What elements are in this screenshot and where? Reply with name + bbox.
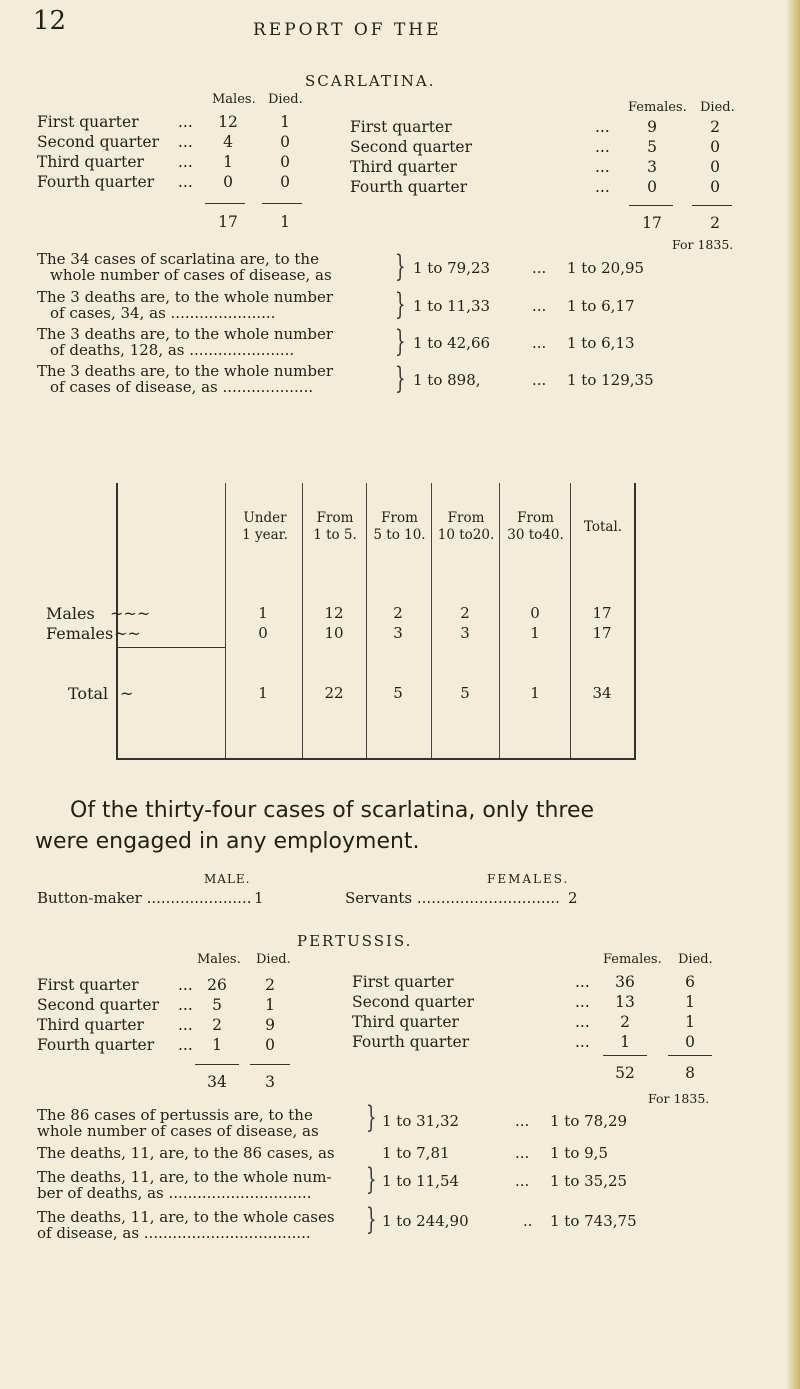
table-cell: 5 [393,684,403,702]
died-count: 1 [280,113,290,131]
leader-dots: ... [178,113,193,131]
ratio-text-line1: The 3 deaths are, to the whole number [37,325,334,343]
row-label-females: Females [46,624,114,643]
scarlatina-for-year: For 1835. [672,237,734,252]
died-count: 1 [265,996,275,1014]
ratio-prev-year: 1 to 743,75 [550,1212,637,1230]
females-count: 36 [615,973,635,991]
males-total: 34 [207,1073,227,1091]
running-head: REPORT OF THE [253,20,442,40]
ratio-text-line1: The deaths, 11, are, to the whole cases [37,1208,335,1226]
leader-dots: ... [178,133,193,151]
leader-dots: ... [515,1172,530,1190]
leader-dots: ... [532,334,547,352]
column-divider [302,483,303,758]
table-cell: 2 [460,604,470,622]
divider [118,647,225,648]
header-30-to-40: From 30 to40. [507,510,564,543]
pertussis-females-died-header: Died. [678,952,713,967]
females-count: 3 [647,158,657,176]
scarlatina-females-died-header: Died. [700,100,735,115]
quarter-label: Fourth quarter [350,178,468,196]
table-cell: 3 [460,624,470,642]
female-occupation-count: 2 [568,889,578,907]
quarter-label: Third quarter [350,158,457,176]
column-divider [499,483,500,758]
leader-dots: ... [178,173,193,191]
leader-dots: ... [178,996,193,1014]
died-count: 0 [710,178,720,196]
died-count: 0 [280,153,290,171]
ratio-prev-year: 1 to 6,13 [567,334,635,352]
leader-dots: ... [178,1016,193,1034]
quarter-label: Second quarter [352,993,475,1011]
leader-dots: ... [178,1036,193,1054]
died-count: 0 [685,1033,695,1051]
employment-paragraph-line2: were engaged in any employment. [35,829,420,854]
ratio-prev-year: 1 to 9,5 [550,1144,608,1162]
scarlatina-died-header: Died. [268,92,303,107]
male-occupation-count: 1 [254,889,264,907]
ratio-text-line1: The 34 cases of scarlatina are, to the [37,250,319,268]
died-count: 2 [710,118,720,136]
ratio-value: 1 to 79,23 [413,259,491,277]
scarlatina-females-header: Females. [628,100,687,115]
page-number: 12 [33,6,67,36]
leader-dots: ... [595,158,610,176]
leader-dots: ... [595,138,610,156]
females-count: 9 [647,118,657,136]
males-count: 2 [212,1016,222,1034]
brace-icon: } [366,1162,377,1197]
females-died-total: 8 [685,1064,695,1082]
female-occupation: Servants .............................. [345,889,560,907]
page-edge [786,0,800,1389]
quarter-label: Fourth quarter [37,1036,155,1054]
males-count: 1 [212,1036,222,1054]
ratio-text-line2: whole number of cases of disease, as [50,266,332,284]
table-cell: 12 [324,604,344,622]
brace-icon: } [366,1202,377,1237]
quarter-label: Third quarter [37,153,144,171]
ratio-prev-year: 1 to 129,35 [567,371,654,389]
table-cell: 1 [530,624,540,642]
males-count: 5 [212,996,222,1014]
quarter-label: First quarter [37,976,139,994]
ratio-prev-year: 1 to 78,29 [550,1112,628,1130]
age-distribution-table [46,483,636,760]
males-count: 4 [223,133,233,151]
females-total: 52 [615,1064,635,1082]
header-1-to-5: From 1 to 5. [313,510,357,543]
ratio-value: 1 to 31,32 [382,1112,460,1130]
leader-dots: ... [575,1033,590,1051]
brace-icon: } [395,324,406,359]
quarter-label: Fourth quarter [352,1033,470,1051]
sum-rule [603,1055,647,1056]
brace-icon: } [395,249,406,284]
column-divider [431,483,432,758]
ratio-value: 1 to 244,90 [382,1212,469,1230]
leader-dots: ... [178,976,193,994]
quarter-label: Second quarter [350,138,473,156]
leader-dots: ... [515,1144,530,1162]
quarter-label: Third quarter [352,1013,459,1031]
column-divider [225,483,226,758]
leader-dots: ... [532,259,547,277]
died-count: 1 [685,993,695,1011]
sum-rule [692,205,732,206]
females-count: 5 [647,138,657,156]
pertussis-females-header: Females. [603,952,662,967]
leader-dots: ... [575,1013,590,1031]
died-count: 1 [685,1013,695,1031]
leader-dots: ... [178,153,193,171]
ratio-text-line1: The deaths, 11, are, to the whole num- [37,1168,332,1186]
table-cell: 17 [592,624,612,642]
died-count: 6 [685,973,695,991]
ratio-text-line2: of disease, as ................................... [37,1224,311,1242]
males-total: 17 [218,213,238,231]
quarter-label: First quarter [352,973,454,991]
leader-dots: ... [575,973,590,991]
died-count: 0 [265,1036,275,1054]
ratio-prev-year: 1 to 20,95 [567,259,645,277]
leader-dots: ... [515,1112,530,1130]
leader-dots: ... [532,297,547,315]
leader-dots: ... [595,118,610,136]
table-cell: 1 [530,684,540,702]
sum-rule [195,1064,239,1065]
males-count: 0 [223,173,233,191]
male-occupation: Button-maker ...................... [37,889,252,907]
leader-dots: ... [595,178,610,196]
ratio-value: 1 to 898, [413,371,481,389]
leader-dots: .. [523,1212,533,1230]
sum-rule [205,203,245,204]
females-died-total: 2 [710,214,720,232]
leader-dots-icon: ~~~ [110,604,151,623]
table-cell: 1 [258,604,268,622]
ratio-text-line2: of deaths, 128, as ...................... [50,341,295,359]
males-count: 12 [218,113,238,131]
header-total: Total. [583,519,623,535]
male-header: MALE. [204,872,251,886]
table-cell: 10 [324,624,344,642]
died-count: 0 [710,158,720,176]
header-10-to-20: From 10 to20. [437,510,495,543]
brace-icon: } [366,1100,377,1135]
ratio-value: 1 to 7,81 [382,1144,450,1162]
ratio-text-line2: of cases, 34, as ...................... [50,304,276,322]
header-under-1: Under 1 year. [242,510,288,543]
quarter-label: First quarter [350,118,452,136]
table-cell: 34 [592,684,612,702]
table-cell: 5 [460,684,470,702]
scarlatina-males-header: Males. [212,92,256,107]
females-header: FEMALES. [487,872,570,886]
ratio-text-line1: The 3 deaths are, to the whole number [37,362,334,380]
quarter-label: Third quarter [37,1016,144,1034]
females-count: 1 [620,1033,630,1051]
pertussis-for-year: For 1835. [648,1091,710,1106]
ratio-prev-year: 1 to 6,17 [567,297,635,315]
employment-paragraph-line1: Of the thirty-four cases of scarlatina, only three [70,798,595,823]
died-count: 0 [710,138,720,156]
quarter-label: Second quarter [37,133,160,151]
leader-dots-icon: ~ [120,684,134,703]
column-divider [366,483,367,758]
row-label-total: Total [68,684,109,703]
scarlatina-title: SCARLATINA. [305,72,436,90]
table-cell: 1 [258,684,268,702]
sum-rule [250,1064,290,1065]
ratio-value: 1 to 42,66 [413,334,491,352]
leader-dots: ... [575,993,590,1011]
brace-icon: } [395,361,406,396]
males-count: 26 [207,976,227,994]
sum-rule [629,205,673,206]
ratio-text-line2: whole number of cases of disease, as [37,1122,319,1140]
pertussis-title: PERTUSSIS. [297,932,413,950]
died-count: 0 [280,133,290,151]
sum-rule [668,1055,712,1056]
ratio-text-line2: ber of deaths, as .............................. [37,1184,312,1202]
females-total: 17 [642,214,662,232]
table-cell: 22 [324,684,344,702]
pertussis-males-header: Males. [197,952,241,967]
died-count: 2 [265,976,275,994]
males-died-total: 1 [280,213,290,231]
died-count: 9 [265,1016,275,1034]
quarter-label: Fourth quarter [37,173,155,191]
ratio-prev-year: 1 to 35,25 [550,1172,628,1190]
ratio-text-line1: The deaths, 11, are, to the 86 cases, as [37,1144,335,1162]
leader-dots: ... [532,371,547,389]
table-cell: 0 [530,604,540,622]
ratio-value: 1 to 11,33 [413,297,491,315]
died-count: 0 [280,173,290,191]
column-divider [570,483,571,758]
sum-rule [262,203,302,204]
row-label-males: Males [46,604,95,623]
table-cell: 3 [393,624,403,642]
ratio-value: 1 to 11,54 [382,1172,460,1190]
table-cell: 0 [258,624,268,642]
females-count: 0 [647,178,657,196]
quarter-label: First quarter [37,113,139,131]
ratio-text-line1: The 86 cases of pertussis are, to the [37,1106,313,1124]
males-died-total: 3 [265,1073,275,1091]
ratio-text-line1: The 3 deaths are, to the whole number [37,288,334,306]
quarter-label: Second quarter [37,996,160,1014]
males-count: 1 [223,153,233,171]
pertussis-died-header: Died. [256,952,291,967]
leader-dots-icon: ~~ [114,624,141,643]
ratio-text-line2: of cases of disease, as ................... [50,378,314,396]
table-cell: 2 [393,604,403,622]
females-count: 13 [615,993,635,1011]
header-5-to-10: From 5 to 10. [373,510,426,543]
brace-icon: } [395,287,406,322]
table-cell: 17 [592,604,612,622]
females-count: 2 [620,1013,630,1031]
